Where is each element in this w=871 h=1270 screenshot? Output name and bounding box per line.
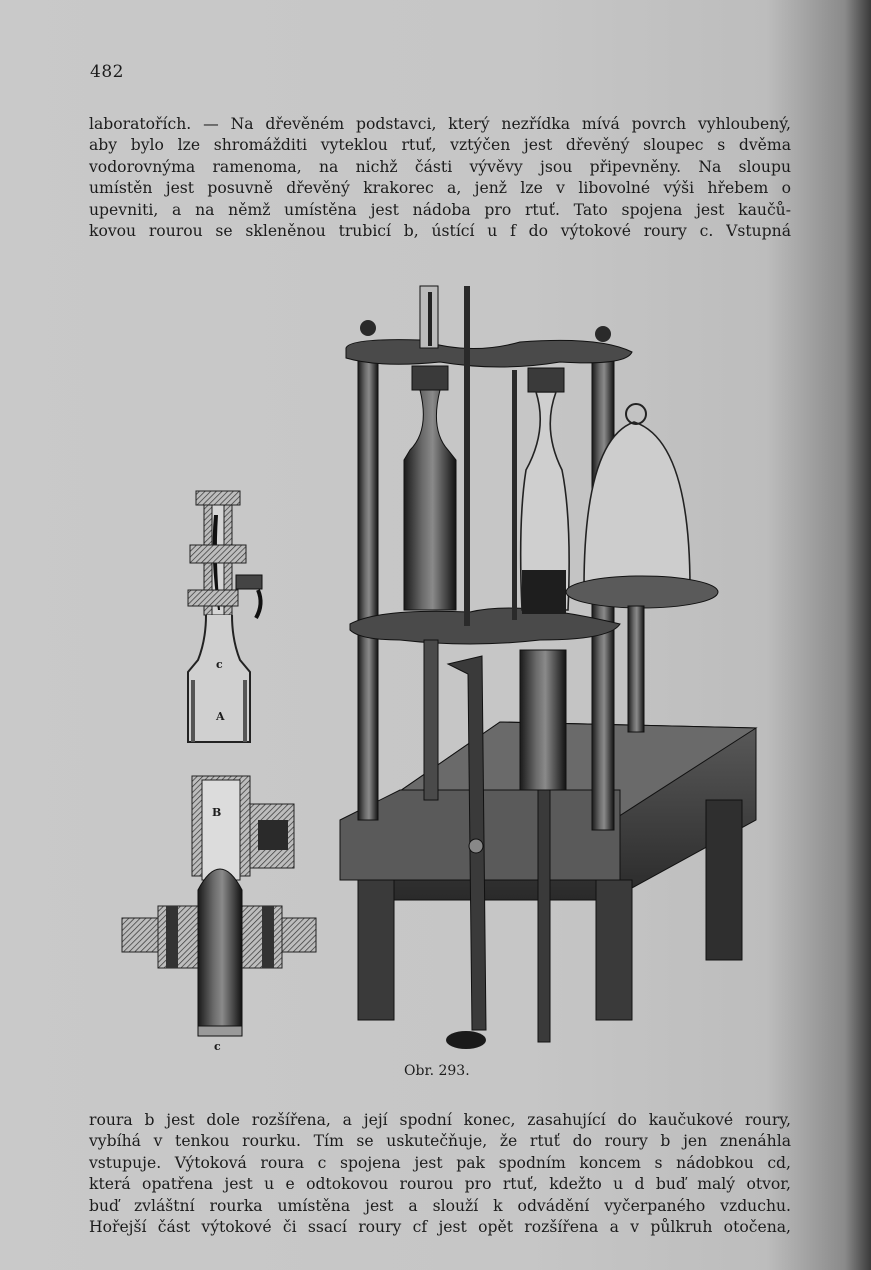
figure-label-b: B (212, 806, 222, 819)
page-number: 482 (90, 62, 124, 82)
figure-caption: Obr. 293. (404, 1063, 470, 1079)
text-line: vodorovnýma ramenoma, na nichž části vývěvy jsou připevněny. Na sloupu (89, 157, 791, 176)
text-line: aby bylo lze shromážditi vyteklou rtuť, vztýčen jest dřevěný sloupec s dvěma (89, 136, 791, 155)
figure-label-c-lower: c (214, 1040, 221, 1053)
text-line: upevniti, a na němž umístěna jest nádoba pro rtuť. Tato spojena jest kaučů- (89, 200, 791, 219)
apparatus-drawing (340, 286, 756, 1049)
figure-label-c-upper: c (216, 658, 223, 671)
paragraph-bottom (89, 1110, 791, 1238)
text-line: buď zvláštní rourka umístěna jest a slouží k odvádění vyčerpaného vzduchu. (89, 1196, 791, 1215)
figure-label-a: A (216, 710, 225, 723)
text-line: která opatřena jest u e odtokovou rourou pro rtuť, kdežto u d buď malý otvor, (89, 1175, 791, 1194)
text-line: laboratořích. — Na dřevěném podstavci, který nezřídka mívá povrch vyhloubený, (89, 115, 791, 133)
text-line: vstupuje. Výtoková roura c spojena jest pak spodním koncem s nádobkou cd, (89, 1153, 791, 1172)
text-line: kovou rourou se skleněnou trubicí b, ústící u f do výtokové roury c. Vstupná (89, 222, 791, 241)
text-line: vybíhá v tenkou rourku. Tím se uskutečňuje, že rtuť do roury b jen znenáhla (89, 1132, 791, 1151)
text-line: roura b jest dole rozšířena, a její spodní konec, zasahující do kaučukové roury, (89, 1111, 791, 1129)
text-line: umístěn jest posuvně dřevěný krakorec a, jenž lze v libovolné výši hřebem o (89, 179, 791, 198)
detail-a-drawing (188, 491, 262, 742)
text-line: Hořejší část výtokové či ssací roury cf jest opět rozšířena a v půlkruh otočena, (89, 1218, 791, 1237)
